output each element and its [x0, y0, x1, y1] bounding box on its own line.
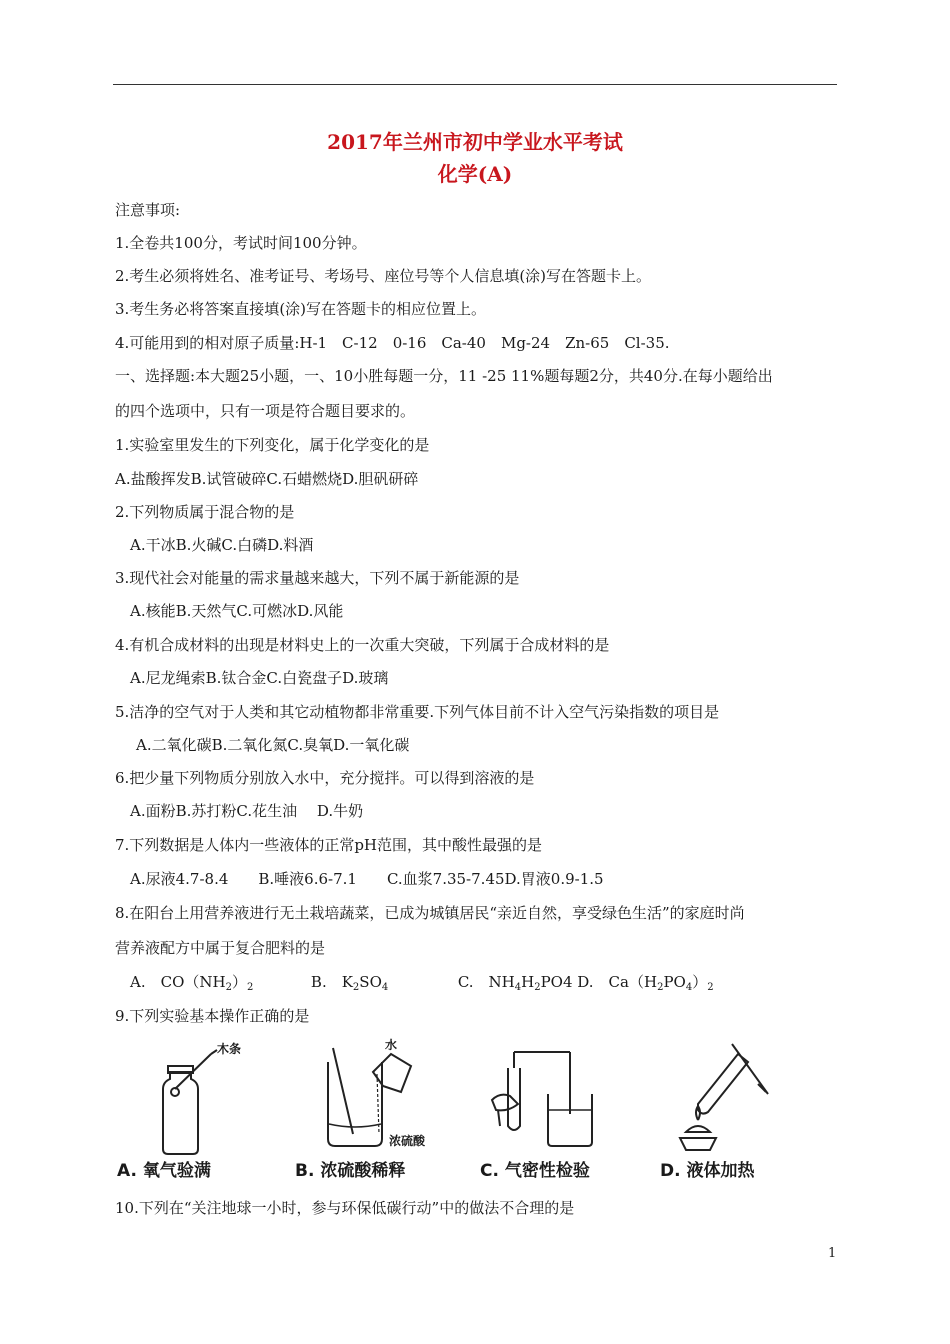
question-options: A.尿液4.7-8.4 B.唾液6.6-7.1 C.血浆7.35-7.45D.胃液0.9-1.5	[130, 870, 604, 888]
question-stem: 3.现代社会对能量的需求量越来越大，下列不属于新能源的是	[115, 569, 520, 587]
q8-option-b: B. $K_2SO_4$	[310, 973, 389, 993]
question-stem-cont: 营养液配方中属于复合肥料的是	[115, 939, 326, 957]
question-options: A.盐酸挥发B.试管破碎C.石蜡燃烧D.胆矾研碎	[115, 470, 419, 488]
section-heading: 一、选择题:本大题25小题，一、10小胜每题一分，11 -25 11%题每题2分，共40分.在每小题给出	[115, 367, 773, 385]
q8-option-c: C. $NH_4H_2PO4$	[457, 973, 573, 993]
section-heading-cont: 的四个选项中，只有一项是符合题目要求的。	[115, 402, 416, 420]
acid-label: 浓硫酸	[389, 1134, 426, 1148]
figure-caption: D. 液体加热	[660, 1161, 755, 1181]
question-options: A.二氧化碳B.二氧化氮C.臭氧D.一氧化碳	[136, 736, 410, 754]
question-stem: 7.下列数据是人体内一些液体的正常pH范围，其中酸性最强的是	[115, 836, 542, 854]
figure-oxygen-test	[113, 1034, 283, 1184]
figure-liquid-heating	[658, 1034, 828, 1184]
question-options: A.面粉B.苏打粉C.花生油 D.牛奶	[130, 802, 364, 820]
beaker-pouring-illustration	[293, 1034, 463, 1159]
note-item: 1.全卷共100分，考试时间100分钟。	[115, 234, 367, 252]
exam-subtitle: 化学(A)	[437, 162, 513, 186]
q9-figures	[113, 1034, 813, 1184]
figure-caption: C. 气密性检验	[480, 1161, 590, 1181]
exam-title: 2017年兰州市初中学业水平考试	[327, 130, 623, 154]
header-rule	[113, 84, 837, 85]
question-stem: 5.洁净的空气对于人类和其它动植物都非常重要.下列气体目前不计入空气污染指数的项目是	[115, 703, 720, 721]
question-stem: 8.在阳台上用营养液进行无土栽培蔬菜，已成为城镇居民“亲近自然，享受绿色生活”的家庭时尚	[115, 904, 745, 922]
question-stem: 1.实验室里发生的下列变化，属于化学变化的是	[115, 436, 430, 454]
note-item: 4.可能用到的相对原子质量:H-1 C-12 0-16 Ca-40 Mg-24 Zn-65 Cl-35.	[115, 334, 670, 352]
question-options: A.核能B.天然气C.可燃冰D.风能	[130, 602, 344, 620]
figure-caption: B. 浓硫酸稀释	[295, 1161, 406, 1181]
figure-acid-dilution	[293, 1034, 463, 1184]
notes-heading: 注意事项:	[115, 201, 181, 219]
figure-caption: A. 氧气验满	[117, 1161, 211, 1181]
question-stem: 9.下列实验基本操作正确的是	[115, 1007, 310, 1025]
question-options: A.尼龙绳索B.钛合金C.白瓷盘子D.玻璃	[130, 669, 389, 687]
q8-option-a: A. $CO(NH_2)_2$	[130, 973, 254, 993]
question-stem: 6.把少量下列物质分别放入水中，充分搅拌。可以得到溶液的是	[115, 769, 535, 787]
q8-options	[130, 972, 714, 992]
figure-airtight-check	[478, 1034, 648, 1184]
page-number: 1	[828, 1246, 837, 1261]
question-options: A.干冰B.火碱C.白磷D.料酒	[130, 536, 314, 554]
note-item: 3.考生务必将答案直接填(涂)写在答题卡的相应位置上。	[115, 300, 487, 318]
note-item: 2.考生必须将姓名、准考证号、考场号、座位号等个人信息填(涂)写在答题卡上。	[115, 267, 652, 285]
test-tube-airtight-illustration	[478, 1034, 648, 1159]
water-label: 水	[385, 1038, 398, 1052]
alcohol-lamp-heating-illustration	[658, 1034, 828, 1159]
splint-label: 木条	[217, 1042, 242, 1056]
q8-option-d: D. $Ca(H_2PO_4)_2$	[577, 973, 714, 993]
question-stem: 10.下列在“关注地球一小时，参与环保低碳行动”中的做法不合理的是	[115, 1199, 575, 1217]
question-stem: 2.下列物质属于混合物的是	[115, 503, 295, 521]
bottle-with-splint-illustration	[113, 1034, 283, 1159]
question-stem: 4.有机合成材料的出现是材料史上的一次重大突破，下列属于合成材料的是	[115, 636, 610, 654]
